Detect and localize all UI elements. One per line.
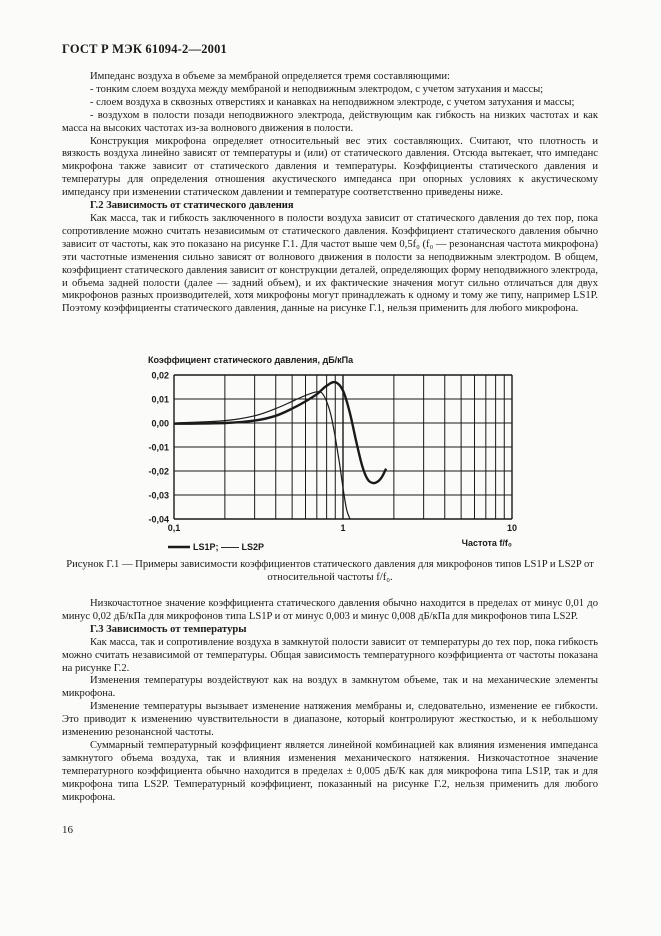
y-tick-label: -0,01 xyxy=(148,442,169,453)
paragraph: Как масса, так и гибкость заключенного в полости воздуха зависит от статического давления до тех пор, пока сопротивление можно считать независимым от статического давления. Коэффициент статического давления обычно зависит от частоты, как это показано на рисунке Г.1. Для частот выше чем 0,5f₀ (f₀ — резонансная частота микрофона) эти частотные изменения сильно зависят от волнового движения в полости за неподвижным электродом. В общем, коэффициент статического давления зависит от конструкции деталей, определяющих форму неподвижного электрода, и объема задней полости (далее — задний объем), и их фактические значения могут сильно отличаться для двух микрофонов разных производителей, хотя микрофоны могут принадлежать к одному и тому же типу, например LS1P. Поэтому коэффициенты статического давления, данные на рисунке Г.1, нельзя применить для любого микрофона. xyxy=(62,212,598,315)
x-tick-label: 10 xyxy=(506,523,518,533)
section-heading: Г.2 Зависимость от статического давления xyxy=(90,200,294,212)
paragraph: Низкочастотное значение коэффициента статического давления обычно находится в пределах от минус 0,01 до минус 0,02 дБ/кПа для микрофонов типа LS1P и от минус 0,003 и минус 0,008 дБ/кПа для микрофонов типа LS2P. xyxy=(62,598,598,622)
y-tick-label: -0,04 xyxy=(148,514,169,525)
section-heading: Г.3 Зависимость от температуры xyxy=(90,623,247,635)
y-tick-label: 0,00 xyxy=(151,418,169,429)
paragraph: - воздухом в полости позади неподвижного электрода, действующим как гибкость на низких частотах и как масса на высоких частотах из-за волнового движения в полости. xyxy=(62,109,598,134)
paragraph: Изменение температуры вызывает изменение натяжения мембраны и, следовательно, изменение ее гибкости. Это приводит к изменению чувствительности в диапазоне, который контролируют жесткостью, и к небольшому изменению резонансной частоты. xyxy=(62,701,598,739)
x-axis-label: Частота f/f₀ xyxy=(461,538,512,548)
y-tick-label: 0,02 xyxy=(151,370,169,381)
figure-caption: Рисунок Г.1 — Примеры зависимости коэффициентов статического давления для микрофонов типов LS1P и LS2P от относительной частоты f/f₀. xyxy=(66,559,594,583)
y-tick-label: 0,01 xyxy=(151,394,169,405)
legend-text: LS1P; —— LS2P xyxy=(193,542,265,552)
text-block-bottom xyxy=(62,598,598,805)
x-tick-label: 1 xyxy=(340,523,346,533)
paragraph: - тонким слоем воздуха между мембраной и неподвижным электродом, с учетом затухания и массы; xyxy=(90,83,544,95)
paragraph: Как масса, так и сопротивление воздуха в замкнутой полости зависит от температуры до тех пор, пока гибкость можно считать независимой от температуры. Общая зависимость температурного коэффициента от частоты показана на рисунке Г.2. xyxy=(62,636,598,674)
paragraph: Изменения температуры воздействуют как на воздух в замкнутом объеме, так и на механические элементы микрофона. xyxy=(62,675,598,700)
paragraph: Суммарный температурный коэффициент является линейной комбинацией как влияния изменения импеданса замкнутого объема воздуха, так и влияния изменения механического натяжения. Низкочастотное значение температурного коэффициента обычно находится в пределах ± 0,005 дБ/К как для микрофона типа LS1P, так и для микрофона типа LS2P. Температурный коэффициент, показанный на рисунке Г.2, нельзя применить для любого микрофона. xyxy=(62,739,598,803)
paragraph: - слоем воздуха в сквозных отверстиях и канавках на неподвижном электроде, с учетом затухания и массы; xyxy=(90,96,575,108)
series-line-ls1p xyxy=(174,382,386,483)
y-tick-label: -0,02 xyxy=(148,466,169,477)
x-tick-label: 0,1 xyxy=(167,523,181,533)
paragraph: Конструкция микрофона определяет относительный вес этих составляющих. Считают, что плотность и вязкость воздуха линейно зависят от температуры и (или) от статического давления. Отсюда вытекает, что импеданс микрофона также зависит от статического давления и температуры. Коэффициенты статического давления и температуры для определения отношения акустического импеданса при опорных условиях к акустическому импедансу при изменении статическом давлении и температуре соответственно приведены ниже. xyxy=(62,135,598,199)
chart-title: Коэффициент статического давления, дБ/кПа xyxy=(148,355,354,365)
page-number: 16 xyxy=(62,824,73,836)
document-header: ГОСТ Р МЭК 61094-2—2001 xyxy=(62,42,227,56)
series-line-ls2p xyxy=(174,392,350,519)
paragraph: Импеданс воздуха в объеме за мембраной определяется тремя составляющими: xyxy=(90,71,450,82)
y-tick-label: -0,03 xyxy=(148,490,169,501)
